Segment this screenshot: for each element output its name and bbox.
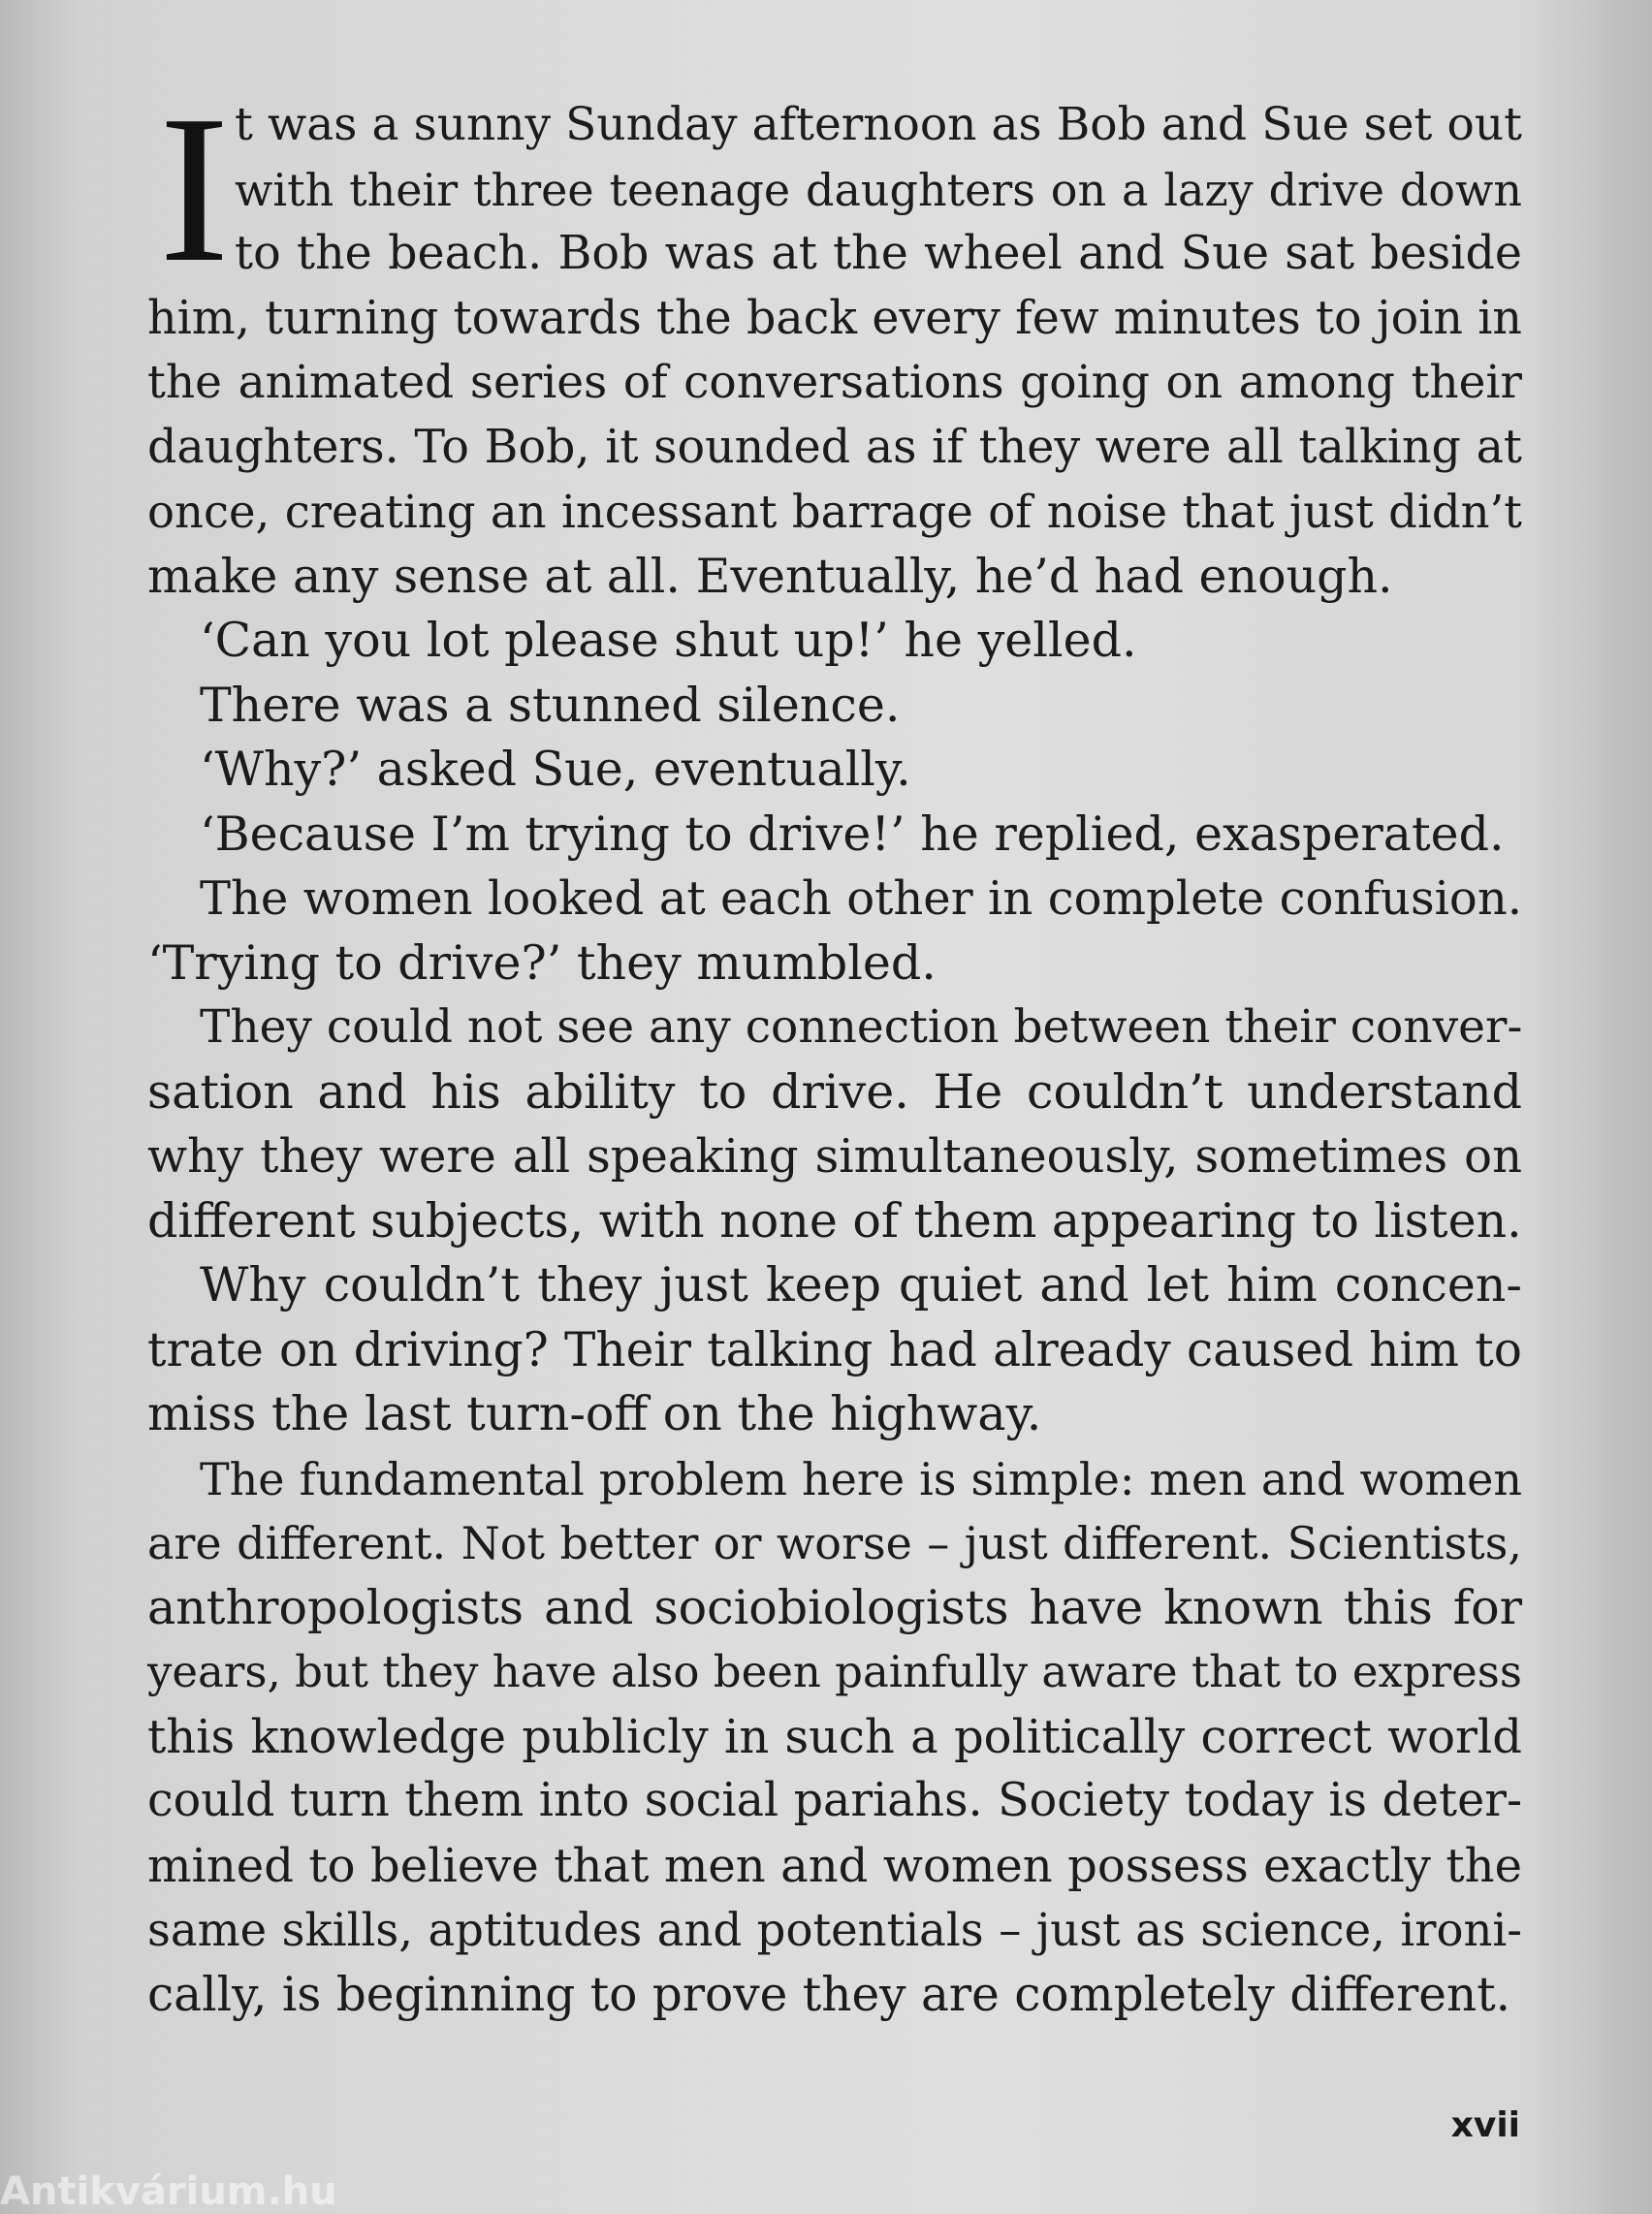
paragraph bbox=[147, 1447, 1522, 2028]
paragraph bbox=[147, 738, 1522, 803]
paragraph bbox=[147, 867, 1522, 996]
watermark: Antikvárium.hu bbox=[0, 2169, 337, 2214]
text-line: ‘Can you lot please shut up!’ he yelled. bbox=[200, 613, 1137, 668]
text-line: sation and his ability to drive. He couldn’t understand bbox=[147, 1063, 1522, 1120]
text-line: t was a sunny Sunday afternoon as Bob and Sue set out bbox=[235, 98, 1522, 151]
text-line: same skills, aptitudes and potentials – just as science, ironi- bbox=[147, 1904, 1522, 1956]
text-line: miss the last turn-off on the highway. bbox=[147, 1386, 1042, 1441]
text-line: are different. Not better or worse – just different. Scientists, bbox=[147, 1517, 1522, 1569]
text-line: with their three teenage daughters on a lazy drive down bbox=[235, 163, 1522, 216]
text-line: There was a stunned silence. bbox=[200, 677, 901, 733]
text-line: the animated series of conversations going on among their bbox=[147, 356, 1522, 409]
drop-cap: I bbox=[159, 73, 230, 306]
text-line: once, creating an incessant barrage of noise that just didn’t bbox=[147, 486, 1522, 538]
paragraph bbox=[147, 609, 1522, 674]
text-line: cally, is beginning to prove they are completely different. bbox=[147, 1967, 1511, 2022]
text-line: The women looked at each other in complete confusion. bbox=[200, 871, 1522, 926]
paragraph bbox=[147, 73, 1522, 609]
text-line: ‘Why?’ asked Sue, eventually. bbox=[200, 742, 911, 797]
text-line: different subjects, with none of them appearing to listen. bbox=[147, 1192, 1522, 1249]
body-text bbox=[147, 73, 1523, 2027]
text-line: make any sense at all. Eventually, he’d had enough. bbox=[147, 548, 1393, 604]
page-number: xvii bbox=[1450, 2105, 1520, 2145]
paragraph bbox=[147, 674, 1522, 739]
text-line: They could not see any connection between their conver- bbox=[200, 1000, 1523, 1054]
text-line: mined to believe that men and women possess exactly the bbox=[147, 1838, 1522, 1893]
text-line: anthropologists and sociobiologists have known this for bbox=[147, 1579, 1522, 1635]
text-line: Why couldn’t they just keep quiet and let him concen- bbox=[200, 1257, 1522, 1313]
text-line: daughters. To Bob, it sounded as if they were all talking at bbox=[147, 420, 1522, 474]
paragraph bbox=[147, 996, 1522, 1253]
text-line: to the beach. Bob was at the wheel and Sue sat beside bbox=[235, 227, 1522, 280]
text-line: trate on driving? Their talking had already caused him to bbox=[147, 1322, 1522, 1377]
text-line: ‘Trying to drive?’ they mumbled. bbox=[147, 934, 937, 991]
text-line: could turn them into social pariahs. Society today is deter- bbox=[147, 1774, 1522, 1827]
text-line: ‘Because I’m trying to drive!’ he replied, exasperated. bbox=[200, 806, 1505, 862]
paragraph bbox=[147, 803, 1522, 868]
paragraph bbox=[147, 1253, 1522, 1447]
text-line: this knowledge publicly in such a politically correct world bbox=[147, 1709, 1522, 1764]
text-line: him, turning towards the back every few minutes to join in bbox=[147, 291, 1522, 345]
text-line: why they were all speaking simultaneously, sometimes on bbox=[147, 1129, 1522, 1184]
text-line: The fundamental problem here is simple: men and women bbox=[200, 1452, 1522, 1505]
text-line: years, but they have also been painfully aware that to express bbox=[147, 1646, 1522, 1697]
